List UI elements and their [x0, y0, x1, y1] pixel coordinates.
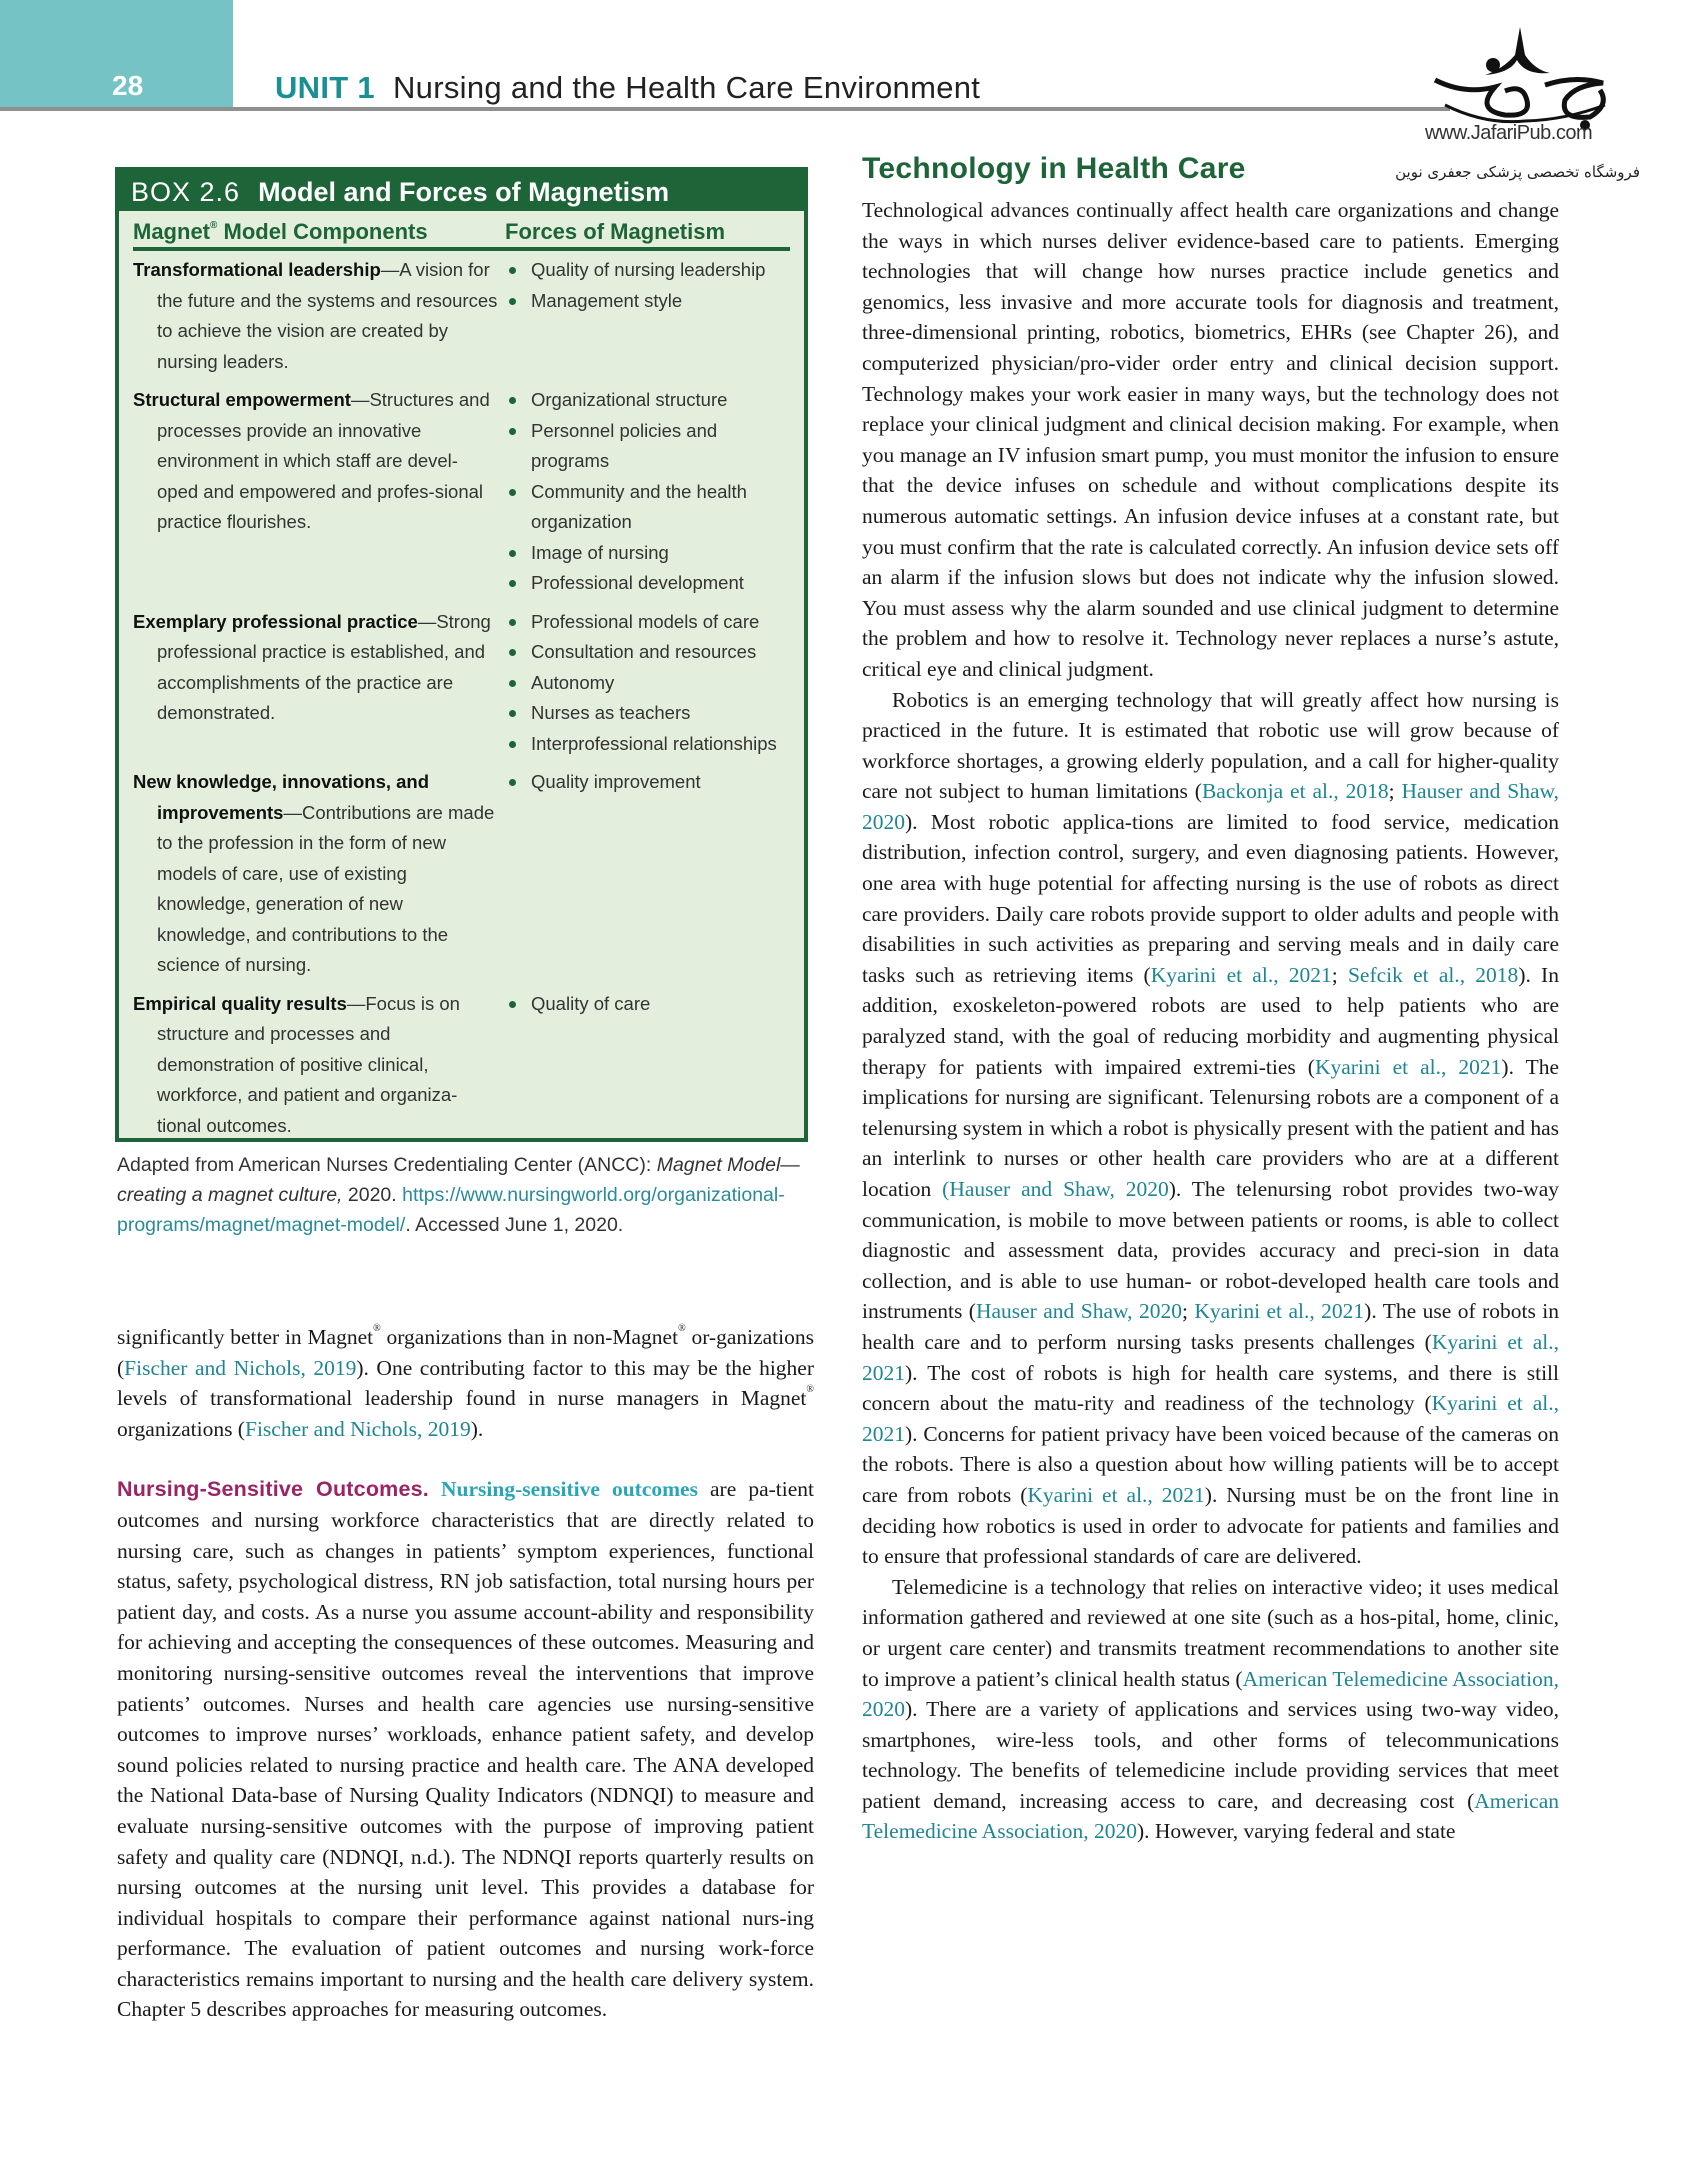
citation-link[interactable]: Kyarini et al., 2021	[1194, 1299, 1365, 1324]
box-column-headers	[133, 219, 790, 251]
paragraph: Technological advances continually affect health care organizations and change the ways in which nurses deliver evidence-based care to patients. Emerging technologies that will change how nurses practice include genetics and genomics, less invasive and more accurate tools for diagnosis and treatment, three-dimensional printing, robotics, biometrics, EHRs (see Chapter 26), and computerized physician/pro-vider order entry and clinical decision support. Technology makes your work easier in many ways, but the technology does not replace your clinical judgment and clinical decision making. For example, when you manage an IV infusion smart pump, you must monitor the infusion to ensure that the device infuses on schedule and without complications despite its numerous automatic settings. An infusion device infuses at a constant rate, but you must confirm that the rate is calculated correctly. An infusion device sets off an alarm if the infusion slows but does not indicate why the infusion slowed. You must assess why the alarm sounded and use clinical judgment to determine the problem and how to resolve it. Technology never replaces a nurse’s astute, critical eye and clinical judgment.	[862, 198, 1559, 681]
force-item: Management style	[505, 286, 790, 317]
force-item: Consultation and resources	[505, 637, 790, 668]
glossary-term-link[interactable]: Nursing-sensitive outcomes	[441, 1477, 698, 1502]
box-row	[133, 989, 790, 1142]
paragraph: Robotics is an emerging technology that will greatly affect how nursing is practiced in the future. It is estimated that robotic use will grow because of workforce shortages, a growing elderly population, and a call for higher-quality care not subject to human limitations (Backonja et al., 2018; Hauser and Shaw, 2020). Most robotic applica-tions are limited to food service, medication distribution, infection control, surgery, and even diagnosing patients. However, one area with huge potential for affecting nursing is the use of robots as direct care providers. Daily care robots provide support to older adults and people with disabilities in such activities as preparing and serving meals and in daily care tasks such as retrieving items (Kyarini et al., 2021; Sefcik et al., 2018). In addition, exoskeleton-powered robots are used to help patients who are paralyzed stand, with the goal of reducing morbidity and augmenting physical therapy for patients with impaired extremi-ties (Kyarini et al., 2021). The implications for nursing are significant. Telenursing robots are a component of a telenursing system in which a robot is physically present with the patient and has an interlink to nurses or other health care providers who are at a different location (Hauser and Shaw, 2020). The telenursing robot provides two-way communication, is mobile to move between patients or rooms, is able to collect diagnostic and assessment data, provides accuracy and preci-sion in data collection, and is able to use human- or robot-developed health care tools and instruments (Hauser and Shaw, 2020; Kyarini et al., 2021). The use of robots in health care and to perform nursing tasks presents challenges (Kyarini et al., 2021). The cost of robots is high for health care systems, and there is still concern about the matu-rity and readiness of the technology (Kyarini et al., 2021). Concerns for patient privacy have been voiced because of the cameras on the robots. There is also a question about how willing patients will be to accept care from robots (Kyarini et al., 2021). Nursing must be on the front line in deciding how robotics is used in order to advocate for patients and families and to ensure that professional standards of care are delivered.	[862, 687, 1560, 1569]
force-item: Quality improvement	[505, 767, 790, 798]
force-item: Autonomy	[505, 668, 790, 699]
unit-label: UNIT 1	[275, 70, 375, 105]
citation-link[interactable]: Hauser and Shaw, 2020	[862, 779, 1559, 834]
box-row	[133, 255, 790, 377]
left-column-body	[117, 1322, 814, 2025]
citation-link[interactable]: Backonja et al., 2018	[1201, 779, 1389, 804]
paragraph: significantly better in Magnet® organizations than in non-Magnet® or-ganizations (Fischer and Nichols, 2019). One contributing factor to this may be the higher levels of transformational leadership found in nurse managers in Magnet® organizations (Fischer and Nichols, 2019).	[117, 1323, 814, 1441]
publisher-logo-icon	[1425, 25, 1615, 135]
citation-link[interactable]: Sefcik et al., 2018	[1347, 962, 1519, 987]
running-header	[275, 70, 980, 106]
citation-link[interactable]: Kyarini et al., 2021	[1314, 1054, 1502, 1079]
forces-list	[505, 989, 790, 1020]
force-item: Professional development	[505, 568, 790, 599]
watermark-persian-text: فروشگاه تخصصی پزشکی جعفری نوین	[1395, 163, 1640, 181]
page-number-tab	[0, 0, 233, 108]
box-2-6	[115, 167, 808, 1142]
box-number: BOX 2.6	[131, 177, 241, 207]
force-item: Nurses as teachers	[505, 698, 790, 729]
citation-link[interactable]: Kyarini et al., 2021	[862, 1329, 1559, 1385]
force-item: Organizational structure	[505, 385, 790, 416]
component-description: Empirical quality results—Focus is on structure and processes and demonstration of positive clinical, workforce, and patient and organiza-tional outcomes.	[133, 992, 460, 1136]
box-row	[133, 385, 790, 599]
box-title: Model and Forces of Magnetism	[258, 177, 670, 207]
force-item: Professional models of care	[505, 607, 790, 638]
component-description: New knowledge, innovations, and improvements—Contributions are made to the profession in the form of new models of care, use of existing knowledge, generation of new knowledge, and contributions to the science of nursing.	[133, 771, 495, 975]
citation-link[interactable]: Fischer and Nichols, 2019	[124, 1355, 357, 1380]
forces-list	[505, 255, 790, 316]
force-item: Interprofessional relationships	[505, 729, 790, 760]
forces-list	[505, 767, 790, 798]
component-description: Structural empowerment—Structures and processes provide an innovative environment in which staff are devel-oped and empowered and profes-sional practice flourishes.	[133, 389, 490, 532]
paragraph: Telemedicine is a technology that relies on interactive video; it uses medical information gathered and reviewed at one site (such as a hos-pital, home, clinic, or urgent care center) and transmits treatment recommendations to another site to improve a patient’s clinical health status (American Telemedicine Association, 2020). There are a variety of applications and services using two-way video, smartphones, wire-less tools, and other forms of telecommunications technology. The benefits of telemedicine include providing services that meet patient demand, increasing access to care, and decreasing cost (American Telemedicine Association, 2020). However, varying federal and state	[862, 1574, 1559, 1844]
column-header-forces: Forces of Magnetism	[505, 219, 726, 244]
right-column-body	[862, 195, 1559, 1847]
box-title-bar	[119, 171, 804, 211]
box-row	[133, 767, 790, 981]
box-source-caption: Adapted from American Nurses Credentialing Center (ANCC): Magnet Model—creating a magnet culture, 2020. https://www.nursingworld.org/organizational-programs/magnet/magnet-model/. Accessed June 1, 2020.	[117, 1154, 800, 1236]
section-heading: Technology in Health Care	[862, 152, 1246, 185]
citation-link[interactable]: (Hauser and Shaw, 2020	[942, 1177, 1169, 1201]
citation-link[interactable]: Fischer and Nichols, 2019	[244, 1416, 471, 1441]
forces-list	[505, 385, 790, 599]
source-link[interactable]: https://www.nursingworld.org/organizational-programs/magnet/magnet-model/	[117, 1184, 785, 1236]
citation-link[interactable]: American Telemedicine Association, 2020	[862, 1788, 1559, 1844]
paragraph: Nursing-Sensitive Outcomes. Nursing-sensitive outcomes are pa-tient outcomes and nursing workforce characteristics that are directly related to nursing care, such as changes in patients’ symptom experiences, functional status, safety, psychological distress, RN job satisfaction, total nursing hours per patient day, and costs. As a nurse you assume account-ability and responsibility for achieving and accepting the consequences of these outcomes. Measuring and monitoring nursing-sensitive outcomes reveal the interventions that improve patients’ outcomes. Nurses and health care agencies use nursing-sensitive outcomes to improve nurses’ workloads, enhance patient safety, and develop sound policies related to nursing practice and health care. The ANA developed the National Data-base of Nursing Quality Indicators (NDNQI) to measure and evaluate nursing-sensitive outcomes with the purpose of improving patient safety and quality care (NDNQI, n.d.). The NDNQI reports quarterly results on nursing outcomes at the nursing unit level. This provides a database for individual hospitals to compare their performance against national nurs-ing performance. The evaluation of patient outcomes and nursing work-force characteristics remains important to nursing and the health care delivery system. Chapter 5 describes approaches for measuring outcomes.	[117, 1477, 814, 2022]
force-item: Community and the health organization	[505, 477, 790, 538]
box-row	[133, 607, 790, 760]
force-item: Quality of care	[505, 989, 790, 1020]
citation-link[interactable]: American Telemedicine Association, 2020	[862, 1666, 1559, 1722]
component-description: Exemplary professional practice—Strong professional practice is established, and accomplishments of the practice are demonstrated.	[133, 610, 491, 723]
citation-link[interactable]: Kyarini et al., 2021	[862, 1391, 1560, 1446]
citation-link[interactable]: Kyarini et al., 2021	[1150, 962, 1332, 987]
forces-list	[505, 607, 790, 760]
watermark-url: www.JafariPub.com	[1425, 122, 1593, 144]
unit-title: Nursing and the Health Care Environment	[392, 70, 981, 105]
page-number: 28	[112, 70, 144, 101]
citation-link[interactable]: Kyarini et al., 2021	[1027, 1482, 1205, 1507]
run-in-heading: Nursing-Sensitive Outcomes.	[117, 1477, 429, 1502]
component-description: Transformational leadership—A vision for the future and the systems and resources to achieve the vision are created by nursing leaders.	[133, 259, 498, 372]
header-divider	[0, 107, 1450, 111]
force-item: Image of nursing	[505, 538, 790, 569]
column-header-components: Magnet® Model Components	[133, 219, 428, 244]
force-item: Personnel policies and programs	[505, 416, 790, 477]
citation-link[interactable]: Hauser and Shaw, 2020	[975, 1299, 1182, 1324]
force-item: Quality of nursing leadership	[505, 255, 790, 286]
